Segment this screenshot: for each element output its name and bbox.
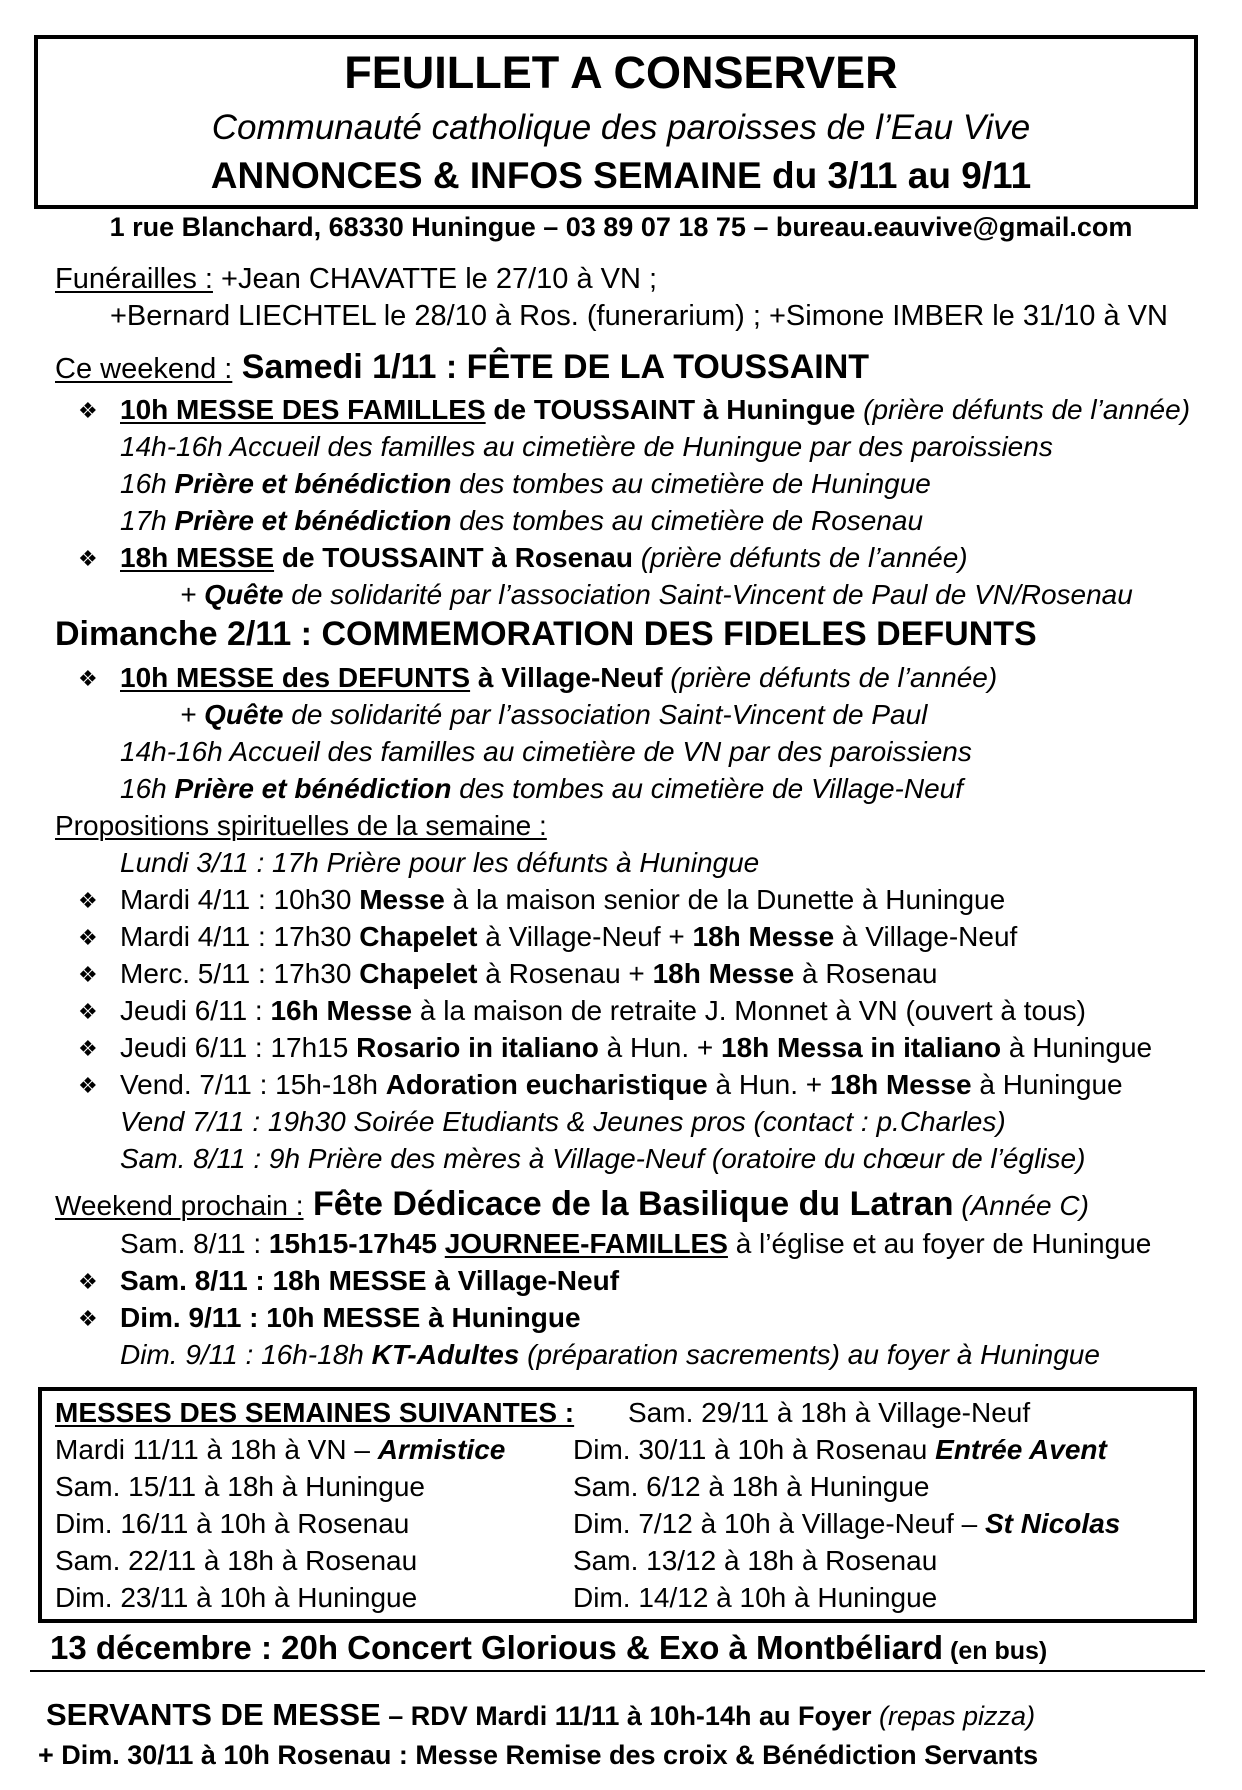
- item-text: Vend. 7/11 : 15h-18h: [120, 1069, 386, 1100]
- proposition-item: [120, 923, 1017, 951]
- servants-rdv: – RDV Mardi 11/11 à 10h-14h au Foyer: [380, 1701, 872, 1731]
- servants-line-2: + Dim. 30/11 à 10h Rosenau : Messe Remise des croix & Bénédiction Servants: [38, 1740, 1039, 1770]
- item-bold: Adoration eucharistique: [385, 1069, 708, 1100]
- item-text: des tombes au cimetière de Village-Neuf: [451, 773, 964, 804]
- diamond-bullet-icon: ❖: [78, 546, 98, 571]
- diamond-bullet-icon: ❖: [78, 925, 98, 950]
- item-bold: Chapelet: [359, 958, 478, 989]
- diamond-bullet-icon: ❖: [78, 999, 98, 1024]
- proposition-item: [120, 1034, 1152, 1062]
- servants-title: SERVANTS DE MESSE: [46, 1697, 381, 1732]
- proposition-item: [120, 960, 937, 988]
- prochain-note: (Année C): [953, 1190, 1089, 1221]
- item-underlined: 10h MESSE des DEFUNTS: [120, 662, 471, 693]
- servants-note: (repas pizza): [871, 1701, 1036, 1731]
- item-bold: Prière et bénédiction: [174, 505, 452, 536]
- funerailles-text-1: +Jean CHAVATTE le 27/10 à VN ;: [212, 263, 658, 295]
- messes-right-item: Dim. 14/12 à 10h à Huningue: [573, 1582, 938, 1613]
- weekend-label: Ce weekend :: [55, 353, 233, 385]
- messes-right-item: [573, 1510, 1120, 1538]
- item-text: à Rosenau: [794, 958, 938, 989]
- item-time: 16h: [120, 773, 175, 804]
- item-bold: 18h Messe: [652, 958, 795, 989]
- weekend-heading: [55, 350, 869, 384]
- item-bold: Quête: [204, 699, 284, 730]
- prochain-item: [120, 1230, 1151, 1258]
- item-text: à l’église et au foyer de Huningue: [727, 1228, 1152, 1259]
- proposition-item: Vend 7/11 : 19h30 Soirée Etudiants & Jeunes pros (contact : p.Charles): [120, 1106, 1006, 1137]
- item-prefix: +: [180, 579, 205, 610]
- funerailles-line-1: [55, 265, 657, 294]
- proposition-item: [120, 886, 1005, 914]
- messes-left-item: Dim. 23/11 à 10h à Huningue: [55, 1582, 418, 1613]
- proposition-item: [120, 997, 1086, 1025]
- item-prefix: +: [180, 699, 205, 730]
- item-text: de solidarité par l’association Saint-Vincent de Paul de VN/Rosenau: [283, 579, 1133, 610]
- messes-left-item: Sam. 22/11 à 18h à Rosenau: [55, 1545, 418, 1576]
- prochain-item: Sam. 8/11 : 18h MESSE à Village-Neuf: [120, 1265, 620, 1296]
- item-text: (préparation sacrements) au foyer à Huningue: [519, 1339, 1100, 1370]
- diamond-bullet-icon: ❖: [78, 398, 98, 423]
- dimanche-item: [180, 701, 927, 729]
- item-text: à Hun. +: [707, 1069, 830, 1100]
- item-text: Dim. 7/12 à 10h à Village-Neuf –: [573, 1508, 985, 1539]
- item-bold: 16h Messe: [270, 995, 413, 1026]
- item-bold: Rosario in italiano: [356, 1032, 599, 1063]
- item-time: 16h: [120, 468, 175, 499]
- separator-line: [30, 1670, 1205, 1672]
- item-text: à Village-Neuf +: [477, 921, 693, 952]
- item-text: de solidarité par l’association Saint-Vincent de Paul: [283, 699, 928, 730]
- item-bold: à Village-Neuf: [470, 662, 663, 693]
- item-text: Dim. 30/11 à 10h à Rosenau: [573, 1434, 936, 1465]
- item-text: Jeudi 6/11 : 17h15: [120, 1032, 357, 1063]
- item-bold: de TOUSSAINT à Rosenau: [274, 542, 633, 573]
- funerailles-label: Funérailles :: [55, 263, 213, 295]
- funerailles-line-2: +Bernard LIECHTEL le 28/10 à Ros. (funerarium) ; +Simone IMBER le 31/10 à VN: [110, 300, 1168, 332]
- page-title: FEUILLET A CONSERVER: [344, 47, 898, 98]
- item-bold: 18h Messa in italiano: [721, 1032, 1002, 1063]
- messes-right-item: Sam. 13/12 à 18h à Rosenau: [573, 1545, 938, 1576]
- weekend-title: Samedi 1/11 : FÊTE DE LA TOUSSAINT: [232, 348, 870, 386]
- item-bold: Messe: [359, 884, 445, 915]
- diamond-bullet-icon: ❖: [78, 1073, 98, 1098]
- dimanche-item: 14h-16h Accueil des familles au cimetière de VN par des paroissiens: [120, 736, 972, 767]
- diamond-bullet-icon: ❖: [78, 1306, 98, 1331]
- prochain-label: Weekend prochain :: [55, 1190, 304, 1221]
- messes-suivantes-heading: [55, 1399, 574, 1427]
- diamond-bullet-icon: ❖: [78, 1269, 98, 1294]
- prochain-item: [120, 1341, 1100, 1369]
- item-note: (prière défunts de l’année): [855, 394, 1191, 425]
- messes-right-item: Sam. 6/12 à 18h à Huningue: [573, 1471, 930, 1502]
- item-text: à la maison de retraite J. Monnet à VN (ouvert à tous): [412, 995, 1086, 1026]
- item-text: à Huningue: [1001, 1032, 1153, 1063]
- item-time: 17h: [120, 505, 175, 536]
- item-text: Sam. 8/11 :: [120, 1228, 269, 1259]
- messes-right-item: [573, 1436, 1107, 1464]
- item-underlined: 18h MESSE: [120, 542, 275, 573]
- item-underlined: JOURNEE-FAMILLES: [444, 1228, 728, 1259]
- weekend-item: 14h-16h Accueil des familles au cimetière de Huningue par des paroissiens: [120, 431, 1053, 462]
- item-text: à Rosenau +: [477, 958, 653, 989]
- diamond-bullet-icon: ❖: [78, 888, 98, 913]
- prochain-item: Dim. 9/11 : 10h MESSE à Huningue: [120, 1302, 581, 1333]
- week-heading: ANNONCES & INFOS SEMAINE du 3/11 au 9/11: [210, 155, 1032, 196]
- messes-left-item: Dim. 16/11 à 10h à Rosenau: [55, 1508, 410, 1539]
- proposition-item: Lundi 3/11 : 17h Prière pour les défunts à Huningue: [120, 847, 760, 878]
- item-text: à Huningue: [971, 1069, 1123, 1100]
- item-text: Mardi 4/11 : 10h30: [120, 884, 360, 915]
- concert-note: (en bus): [943, 1637, 1048, 1665]
- prochain-title: Fête Dédicace de la Basilique du Latran: [303, 1185, 954, 1223]
- item-text: des tombes au cimetière de Huningue: [451, 468, 931, 499]
- item-note: (prière défunts de l’année): [632, 542, 968, 573]
- item-text: Jeudi 6/11 :: [120, 995, 271, 1026]
- weekend-item: [120, 507, 923, 535]
- item-text: Dim. 9/11 : 16h-18h: [120, 1339, 372, 1370]
- dimanche-item: [120, 775, 963, 803]
- item-bold: Prière et bénédiction: [174, 773, 452, 804]
- item-feast: Armistice: [377, 1434, 506, 1465]
- item-text: à Village-Neuf: [834, 921, 1018, 952]
- proposition-item: [120, 1071, 1123, 1099]
- diamond-bullet-icon: ❖: [78, 1036, 98, 1061]
- item-bold: Prière et bénédiction: [174, 468, 452, 499]
- weekend-item: [180, 581, 1133, 609]
- item-text: à la maison senior de la Dunette à Huningue: [444, 884, 1006, 915]
- proposition-item: Sam. 8/11 : 9h Prière des mères à Village-Neuf (oratoire du chœur de l’église): [120, 1143, 1086, 1174]
- servants-line-1: [46, 1699, 1035, 1730]
- dimanche-heading: Dimanche 2/11 : COMMEMORATION DES FIDELES DEFUNTS: [55, 615, 1037, 653]
- concert-line: [50, 1631, 1047, 1664]
- diamond-bullet-icon: ❖: [78, 666, 98, 691]
- contact-line: 1 rue Blanchard, 68330 Huningue – 03 89 07 18 75 – bureau.eauvive@gmail.com: [109, 212, 1133, 242]
- messes-left-item: [55, 1436, 505, 1464]
- page-subtitle: Communauté catholique des paroisses de l’Eau Vive: [211, 108, 1031, 147]
- item-text: Mardi 11/11 à 18h à VN –: [55, 1434, 378, 1465]
- item-text: Merc. 5/11 : 17h30: [120, 958, 360, 989]
- prochain-heading: [55, 1187, 1089, 1221]
- item-bold: de TOUSSAINT à Huningue: [485, 394, 856, 425]
- item-underlined: 10h MESSE DES FAMILLES: [120, 394, 486, 425]
- item-bold: Quête: [204, 579, 284, 610]
- weekend-item: [120, 396, 1190, 424]
- item-bold: KT-Adultes: [371, 1339, 520, 1370]
- item-feast: St Nicolas: [984, 1508, 1121, 1539]
- item-feast: Entrée Avent: [935, 1434, 1107, 1465]
- messes-suivantes-title: MESSES DES SEMAINES SUIVANTES :: [55, 1397, 575, 1428]
- diamond-bullet-icon: ❖: [78, 962, 98, 987]
- item-note: (prière défunts de l’année): [662, 662, 998, 693]
- item-bold: Chapelet: [359, 921, 478, 952]
- item-text: Mardi 4/11 : 17h30: [120, 921, 360, 952]
- item-bold: 18h Messe: [829, 1069, 972, 1100]
- weekend-item: [120, 544, 968, 572]
- concert-main: 13 décembre : 20h Concert Glorious & Exo à Montbéliard: [50, 1629, 944, 1666]
- messes-left-item: Sam. 15/11 à 18h à Huningue: [55, 1471, 425, 1502]
- item-bold: 18h Messe: [692, 921, 835, 952]
- dimanche-item: [120, 664, 997, 692]
- messes-right-first: Sam. 29/11 à 18h à Village-Neuf: [628, 1397, 1031, 1428]
- weekend-item: [120, 470, 931, 498]
- item-text: des tombes au cimetière de Rosenau: [451, 505, 924, 536]
- item-text: à Hun. +: [598, 1032, 722, 1063]
- propositions-heading: Propositions spirituelles de la semaine :: [55, 810, 547, 841]
- item-bold: 15h15-17h45: [268, 1228, 445, 1259]
